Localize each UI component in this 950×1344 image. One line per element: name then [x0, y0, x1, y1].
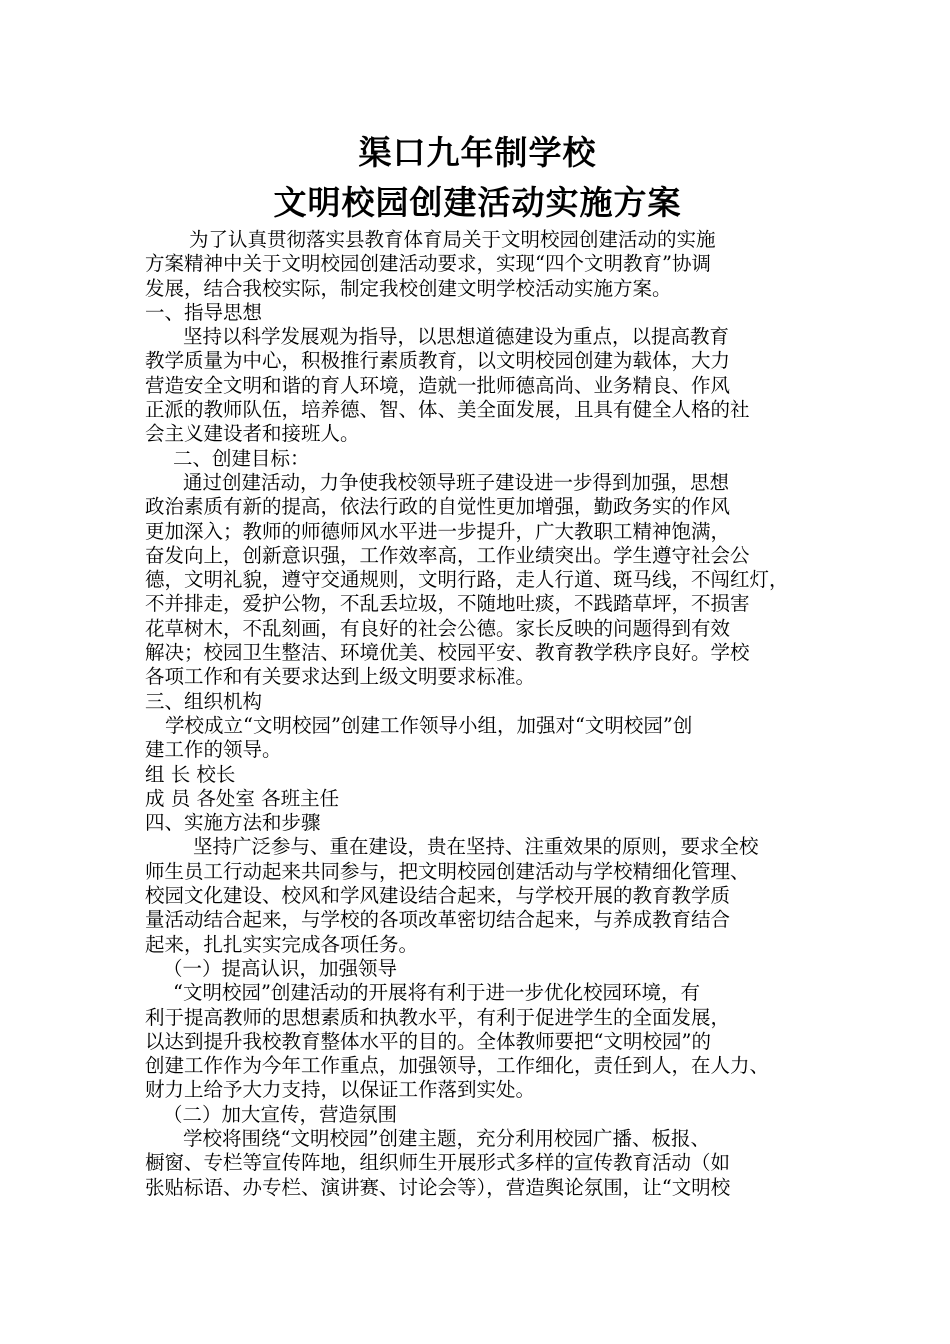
text-line: 成 员 各处室 各班主任	[145, 786, 340, 810]
text-line: 起来，扎扎实实完成各项任务。	[145, 932, 419, 956]
text-line: 创建工作作为今年工作重点，加强领导，工作细化，责任到人，在人力、	[145, 1054, 770, 1078]
text-line: 更加深入；教师的师德师风水平进一步提升，广大教职工精神饱满，	[145, 519, 731, 543]
text-line: 四、实施方法和步骤	[145, 811, 321, 835]
text-line: 以达到提升我校教育整体水平的目的。全体教师要把“文明校园”的	[145, 1029, 711, 1053]
text-line: 不并排走，爱护公物，不乱丢垃圾，不随地吐痰，不践踏草坪，不损害	[145, 592, 750, 616]
text-line: 橱窗、专栏等宣传阵地，组织师生开展形式多样的宣传教育活动（如	[145, 1151, 731, 1175]
text-line: 师生员工行动起来共同参与，把文明校园创建活动与学校精细化管理、	[145, 859, 750, 883]
text-line: 奋发向上，创新意识强，工作效率高，工作业绩突出。学生遵守社会公	[145, 543, 750, 567]
text-line: 花草树木，不乱刻画，有良好的社会公德。家长反映的问题得到有效	[145, 616, 731, 640]
text-line: 量活动结合起来，与学校的各项改革密切结合起来，与养成教育结合	[145, 908, 731, 932]
text-line: 正派的教师队伍，培养德、智、体、美全面发展，且具有健全人格的社	[145, 398, 750, 422]
text-line: 校园文化建设、校风和学风建设结合起来，与学校开展的教育教学质	[145, 884, 731, 908]
text-line: 三、组织机构	[145, 689, 263, 713]
text-line: 方案精神中关于文明校园创建活动要求，实现“四个文明教育”协调	[145, 252, 711, 276]
text-line: 建工作的领导。	[145, 738, 282, 762]
text-line: 坚持广泛参与、重在建设，贵在坚持、注重效果的原则，要求全校	[193, 835, 759, 859]
text-line: 利于提高教师的思想素质和执教水平，有利于促进学生的全面发展，	[145, 1005, 731, 1029]
text-line: “文明校园”创建活动的开展将有利于进一步优化校园环境，有	[173, 981, 700, 1005]
text-line: 会主义建设者和接班人。	[145, 422, 360, 446]
text-line: 一、指导思想	[145, 300, 263, 324]
document-title-line1: 渠口九年制学校	[358, 133, 597, 172]
document-title-line2: 文明校园创建活动实施方案	[273, 183, 682, 222]
text-line: （一）提高认识，加强领导	[163, 956, 398, 980]
text-line: 教学质量为中心，积极推行素质教育，以文明校园创建为载体，大力	[145, 349, 731, 373]
text-line: 各项工作和有关要求达到上级文明要求标准。	[145, 665, 536, 689]
text-line: 学校成立“文明校园”创建工作领导小组，加强对“文明校园”创	[165, 713, 693, 737]
text-line: 为了认真贯彻落实县教育体育局关于文明校园创建活动的实施	[189, 228, 716, 251]
text-line: （二）加大宣传，营造氛围	[163, 1102, 398, 1126]
text-line: 组 长 校长	[145, 762, 236, 786]
text-line: 二、创建目标：	[173, 446, 310, 470]
text-line: 解决；校园卫生整洁、环境优美、校园平安、教育教学秩序良好。学校	[145, 641, 750, 665]
text-line: 通过创建活动，力争使我校领导班子建设进一步得到加强，思想	[183, 470, 730, 494]
text-line: 财力上给予大力支持，以保证工作落到实处。	[145, 1078, 536, 1102]
text-line: 发展，结合我校实际，制定我校创建文明学校活动实施方案。	[145, 276, 672, 300]
text-line: 政治素质有新的提高，依法行政的自觉性更加增强，勤政务实的作风	[145, 495, 731, 519]
document-page	[145, 130, 810, 1200]
text-line: 德，文明礼貌，遵守交通规则，文明行路，走人行道、斑马线，不闯红灯，	[145, 568, 789, 592]
document-body	[145, 228, 810, 1200]
text-line: 坚持以科学发展观为指导，以思想道德建设为重点，以提高教育	[183, 325, 730, 349]
text-line: 营造安全文明和谐的育人环境，造就一批师德高尚、业务精良、作风	[145, 373, 731, 397]
text-line: 张贴标语、办专栏、演讲赛、讨论会等），营造舆论氛围，让“文明校	[145, 1175, 731, 1199]
text-line: 学校将围绕“文明校园”创建主题，充分利用校园广播、板报、	[183, 1126, 710, 1150]
